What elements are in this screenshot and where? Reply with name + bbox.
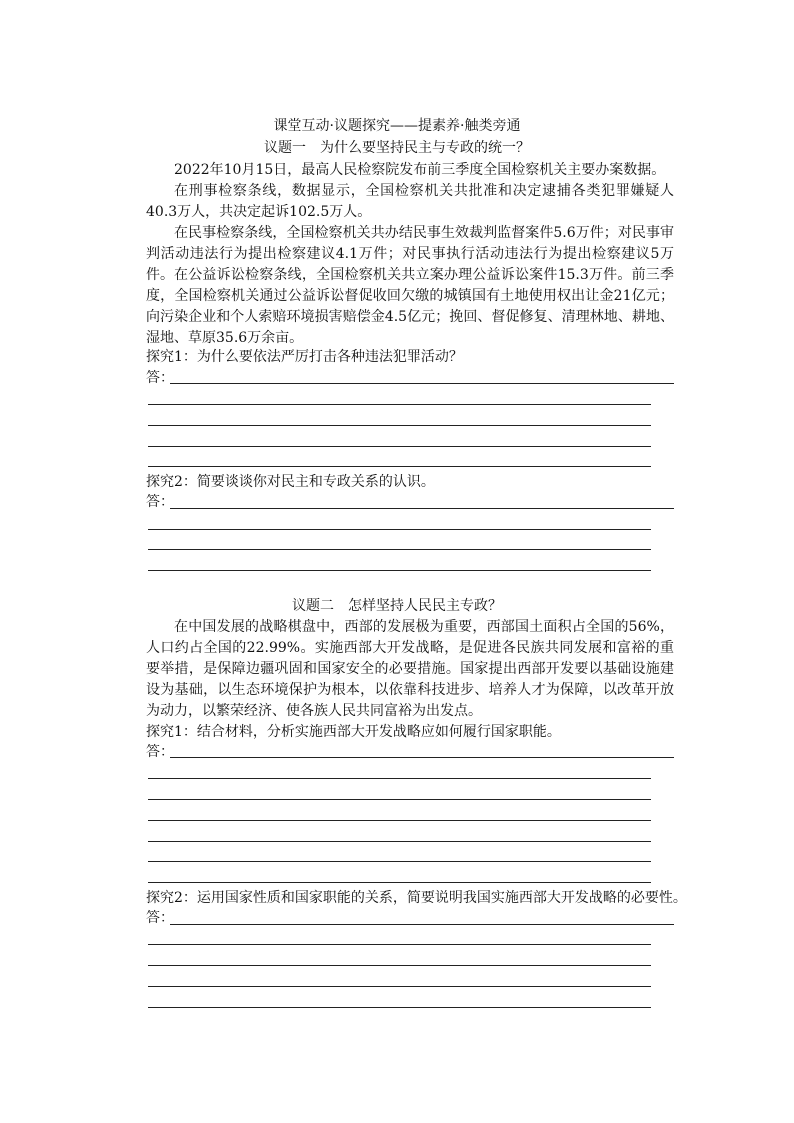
answer-line[interactable]	[148, 404, 651, 405]
answer-line[interactable]	[148, 778, 651, 779]
section-title: 课堂互动·议题探究——提素养·触类旁通	[273, 118, 521, 134]
answer-label: 答：	[146, 494, 174, 510]
answer-line[interactable]	[170, 383, 674, 384]
answer-line[interactable]	[148, 549, 651, 550]
topic2-title: 议题二 怎样坚持人民民主专政？	[292, 598, 502, 614]
answer-line[interactable]	[148, 446, 651, 447]
answer-line[interactable]	[148, 986, 651, 987]
topic2-question-2: 探究2：运用国家性质和国家职能的关系，简要说明我国实施西部大开发战略的必要性。	[146, 890, 687, 906]
topic1-paragraph-3: 在民事检察条线，全国检察机关共办结民事生效裁判监督案件5.6万件；对民事审判活动违法行为提出检察建议4.1万件；对民事执行活动违法行为提出检察建议5万件。	[146, 225, 674, 283]
answer-line[interactable]	[148, 944, 651, 945]
answer-line[interactable]	[148, 882, 651, 883]
answer-line[interactable]	[148, 529, 651, 530]
answer-line[interactable]	[148, 799, 651, 800]
topic1-title: 议题一 为什么要坚持民主与专政的统一？	[264, 140, 530, 156]
answer-line[interactable]	[148, 466, 651, 467]
answer-line[interactable]	[148, 861, 651, 862]
answer-line[interactable]	[148, 570, 651, 571]
topic1-paragraph-1: 2022年10月15日，最高人民检察院发布前三季度全国检察机关主要办案数据。	[174, 162, 666, 178]
answer-line[interactable]	[148, 425, 651, 426]
answer-line[interactable]	[170, 508, 674, 509]
answer-line[interactable]	[148, 965, 651, 966]
answer-line[interactable]	[148, 1007, 651, 1008]
answer-line[interactable]	[170, 757, 674, 758]
topic1-paragraph-2: 在刑事检察条线，数据显示，全国检察机关共批准和决定逮捕各类犯罪嫌疑人40.3万人，共决定起诉102.5万人。	[146, 183, 674, 220]
answer-label: 答：	[146, 744, 174, 760]
topic1-question-1: 探究1：为什么要依法严厉打击各种违法犯罪活动？	[146, 349, 463, 365]
answer-line[interactable]	[148, 841, 651, 842]
answer-label: 答：	[146, 370, 174, 386]
topic1-paragraph-4: 在公益诉讼检察条线，全国检察机关共立案办理公益诉讼案件15.3万件。前三季度，全国检察机关通过公益诉讼督促收回欠缴的城镇国有土地使用权出让金21亿元；向污染企业和个人索赔环境损害赔偿金4.5亿元；挽回、督促修复、清理林地、耕地、湿地、草原35.6万余亩。	[146, 267, 674, 346]
topic1-question-2: 探究2：简要谈谈你对民主和专政关系的认识。	[146, 474, 435, 490]
topic2-question-1: 探究1：结合材料，分析实施西部大开发战略应如何履行国家职能。	[146, 724, 561, 740]
answer-line[interactable]	[148, 820, 651, 821]
answer-label: 答：	[146, 910, 174, 926]
topic2-paragraph: 在中国发展的战略棋盘中，西部的发展极为重要，西部国土面积占全国的56%，人口约占全国的22.99%。实施西部大开发战略，是促进各民族共同发展和富裕的重要举措，是保障边疆巩固和国家安全的必要措施。国家提出西部开发要以基础设施建设为基础，以生态环境保护为根本，以依靠科技进步、培养人才为保障，以改革开放为动力，以繁荣经济、使各族人民共同富裕为出发点。	[146, 619, 674, 719]
answer-line[interactable]	[170, 924, 674, 925]
